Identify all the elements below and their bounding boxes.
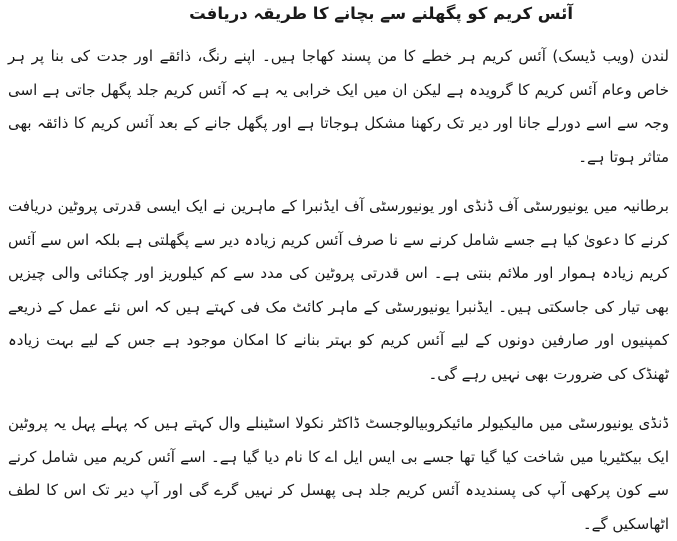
article-title: آئس کریم کو پگھلنے سے بچانے کا طریقہ دریافت — [189, 4, 573, 23]
article — [8, 0, 669, 541]
article-paragraph: ڈنڈی یونیورسٹی میں مالیکیولر مائیکروبیالوجسٹ ڈاکٹر نکولا اسٹینلے وال کہتے ہیں کہ پہلے پہل یہ پروٹین ایک بیکٹیریا میں شاخت کیا گیا تھا جسے بی ایس ایل اے کا نام دیا گیا ہے۔ اسے آئس کریم میں شامل کرنے سے کون پرکھی آپ کی پسندیدہ آئس کریم جلد ہی پھسل کر نہیں گرے گی اور آپ دیر تک اس کا لطف اٹھاسکیں گے۔ — [8, 414, 669, 533]
article-paragraph: لندن (ویب ڈیسک) آئس کریم ہر خطے کا من پسند کھاجا ہیں۔ اپنے رنگ، ذائقے اور جدت کی بنا پر ہر خاص وعام آئس کریم کا گرویدہ ہے لیکن ان میں ایک خرابی یہ ہے کہ آئس کریم جلد پگھل جاتی ہے اسی وجہ سے اسے دورلے جانا اور دیر تک رکھنا مشکل ہوجاتا ہے اور پگھل جانے کے بعد آئس کریم کا ذائقہ بھی متاثر ہوتا ہے۔ — [8, 47, 669, 166]
article-paragraph: برطانیہ میں یونیورسٹی آف ڈنڈی اور یونیورسٹی آف ایڈنبرا کے ماہرین نے ایک ایسی قدرتی پروٹین دریافت کرنے کا دعویٰ کیا ہے جسے شامل کرنے سے نا صرف آئس کریم زیادہ دیر سے پگھلتی ہے بلکہ اس سے آئس کریم زیادہ ہموار اور ملائم بنتی ہے۔ اس قدرتی پروٹین کی مدد سے کم کیلوریز اور چکنائی والی چیزیں بھی تیار کی جاسکتی ہیں۔ ایڈنبرا یونیورسٹی کے ماہر کائٹ مک فی کہتے ہیں کہ اس نئے عمل کے ذریعے کمپنیوں اور صارفین دونوں کے لیے آئس کریم کو بہتر بنانے کا امکان موجود ہے جس کے لیے بہت زیادہ ٹھنڈک کی ضرورت بھی نہیں رہے گی۔ — [8, 197, 669, 383]
